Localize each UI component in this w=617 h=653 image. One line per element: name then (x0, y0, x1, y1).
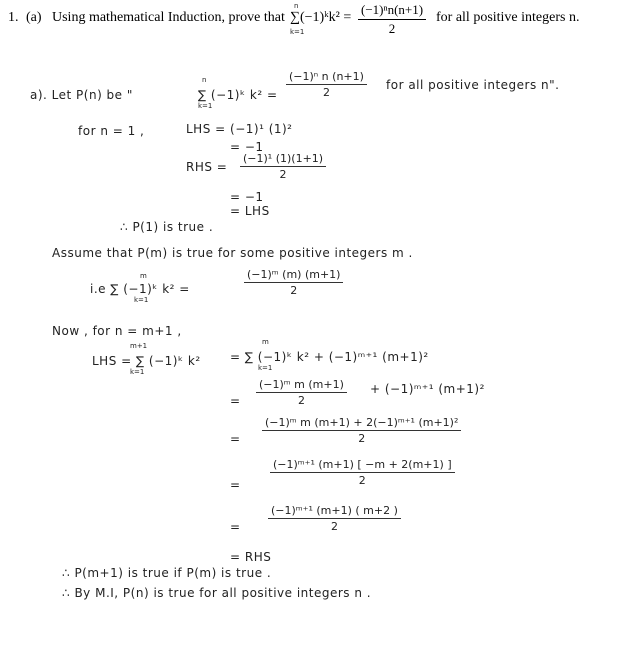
line-rhs-numerator: (−1)¹ (1)(1+1) (240, 152, 326, 167)
line-ie-sum-upper: m (140, 272, 147, 280)
line-ie-denominator: 2 (290, 284, 298, 297)
line-ie-fraction (244, 268, 343, 297)
line-let-sum-upper: n (202, 76, 207, 84)
line-rhs-fraction (240, 152, 326, 181)
question-sum-upper: n (294, 2, 299, 10)
question-sum-lower: k=1 (290, 28, 305, 36)
line-let-tail: for all positive integers n". (386, 78, 560, 92)
line-p1-true: ∴ P(1) is true . (120, 220, 214, 234)
step2-numerator: (−1)ᵐ m (m+1) (256, 378, 347, 393)
line-let-sum: ∑ (−1)ᵏ k² = (198, 88, 278, 102)
line-let-label: a). Let P(n) be " (30, 88, 133, 102)
step4-denominator: 2 (358, 474, 366, 487)
conclusion-line-2: ∴ By M.I, P(n) is true for all positive integers n . (62, 586, 372, 600)
line-lhs-sum-lower: k=1 (130, 368, 145, 376)
step4-eq: = (230, 478, 241, 492)
step4-fraction (270, 458, 455, 487)
line-now: Now , for n = m+1 , (52, 324, 182, 338)
question-rhs-numerator: (−1)ⁿn(n+1) (358, 2, 426, 20)
step2-fraction (256, 378, 347, 407)
line-lhs-start: LHS = ∑ (−1)ᵏ k² (92, 354, 201, 368)
line-for-n1: for n = 1 , (78, 124, 145, 138)
line-rhs-value: = −1 (230, 190, 264, 204)
step2-eq: = (230, 394, 241, 408)
step3-numerator: (−1)ᵐ m (m+1) + 2(−1)ᵐ⁺¹ (m+1)² (262, 416, 461, 431)
step5-fraction (268, 504, 401, 533)
step3-fraction (262, 416, 461, 445)
step6-rhs: = RHS (230, 550, 272, 564)
question-lead: Using mathematical Induction, prove that (52, 10, 285, 25)
line-lhs-value: = −1 (230, 140, 264, 154)
line-equals-lhs: = LHS (230, 204, 270, 218)
line-ie-numerator: (−1)ᵐ (m) (m+1) (244, 268, 343, 283)
step5-eq: = (230, 520, 241, 534)
line-lhs-sum-upper: m+1 (130, 342, 148, 350)
line-let-numerator: (−1)ⁿ n (n+1) (286, 70, 367, 85)
step5-numerator: (−1)ᵐ⁺¹ (m+1) ( m+2 ) (268, 504, 401, 519)
line-let-sum-lower: k=1 (198, 102, 213, 110)
question-part: (a) (26, 10, 42, 25)
line-ie-sum-lower: k=1 (134, 296, 149, 304)
line-ie: i.e ∑ (−1)ᵏ k² = (90, 282, 190, 296)
question-rhs-fraction (358, 2, 426, 37)
line-let-fraction (286, 70, 367, 99)
line-lhs-1: LHS = (−1)¹ (1)² (186, 122, 293, 136)
step3-denominator: 2 (358, 432, 366, 445)
step5-denominator: 2 (330, 520, 338, 533)
line-let-denominator: 2 (322, 86, 330, 99)
step3-eq: = (230, 432, 241, 446)
question-tail: for all positive integers n. (436, 10, 580, 25)
line-rhs-denominator: 2 (279, 168, 287, 181)
step2-tail: + (−1)ᵐ⁺¹ (m+1)² (370, 382, 485, 396)
conclusion-line-1: ∴ P(m+1) is true if P(m) is true . (62, 566, 272, 580)
step1-sum-upper: m (262, 338, 269, 346)
question-sum-expression: ∑(−1)ᵏk² = (290, 10, 352, 25)
question-number: 1. (8, 10, 19, 25)
question-rhs-denominator: 2 (388, 21, 396, 36)
step1-line: = ∑ (−1)ᵏ k² + (−1)ᵐ⁺¹ (m+1)² (230, 350, 429, 364)
step1-sum-lower: k=1 (258, 364, 273, 372)
step2-denominator: 2 (297, 394, 305, 407)
step4-numerator: (−1)ᵐ⁺¹ (m+1) [ −m + 2(m+1) ] (270, 458, 455, 473)
line-assume: Assume that P(m) is true for some positive integers m . (52, 246, 413, 260)
line-rhs-label: RHS = (186, 160, 228, 174)
